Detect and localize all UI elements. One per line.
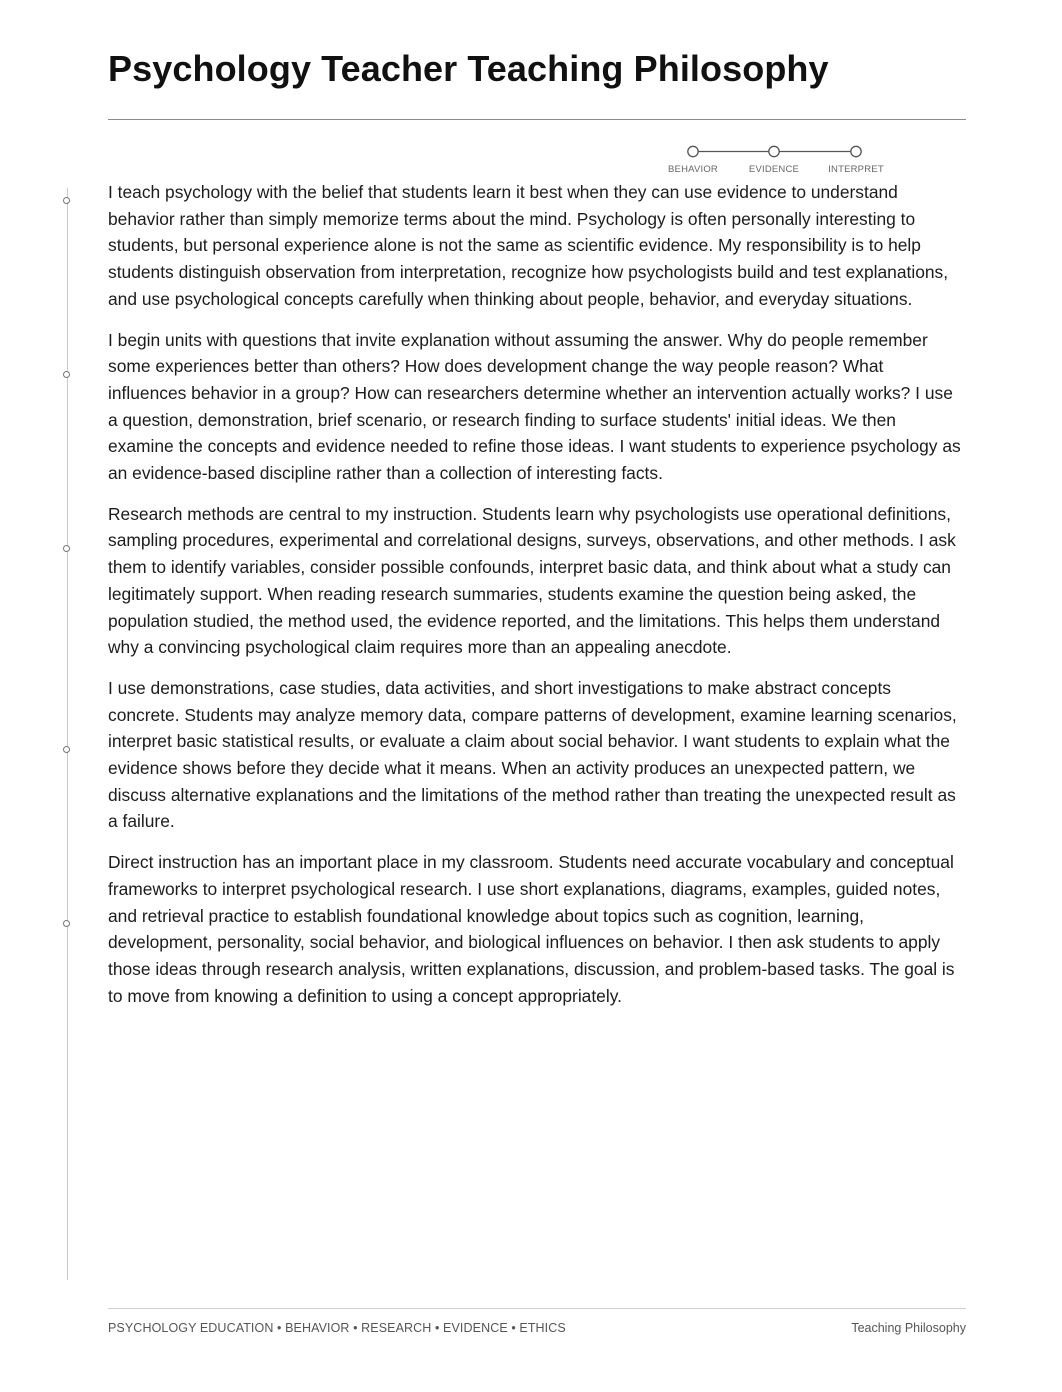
paragraph: Direct instruction has an important place in my classroom. Students need accurate vocabulary and conceptual frameworks to interpret psychological research. I use short explanations, diagrams, examples, guided notes, and retrieval practice to establish foundational knowledge about topics such as cognition, learning, development, personality, social behavior, and biological influences on behavior. I then ask students to apply those ideas through research analysis, written explanations, discussion, and problem-based tasks. The goal is to move from knowing a definition to using a concept appropriately. <box>108 852 955 1006</box>
timeline-marker <box>63 920 70 927</box>
step-evidence-node <box>769 146 779 156</box>
footer-divider <box>108 1308 966 1309</box>
page-title: Psychology Teacher Teaching Philosophy <box>108 48 829 89</box>
title-divider <box>108 119 966 120</box>
process-connector-graphic <box>666 141 890 163</box>
step-interpret-node <box>851 146 861 156</box>
paragraph: I use demonstrations, case studies, data activities, and short investigations to make abstract concepts concrete. Students may analyze memory data, compare patterns of development, examine learning scenarios, interpret basic statistical results, or evaluate a claim about social behavior. I want students to explain what the evidence shows before they decide what it means. When an activity produces an unexpected pattern, we discuss alternative explanations and the limitations of the method rather than treating the unexpected result as a failure. <box>108 677 957 832</box>
process-diagram <box>666 141 890 177</box>
timeline-marker <box>63 371 70 378</box>
step-behavior-node <box>688 146 698 156</box>
step-label-interpret: INTERPRET <box>828 164 884 175</box>
footer-document-label: Teaching Philosophy <box>851 1321 966 1335</box>
footer-topics: PSYCHOLOGY EDUCATION • BEHAVIOR • RESEARCH • EVIDENCE • ETHICS <box>108 1321 566 1335</box>
timeline-marker <box>63 545 70 552</box>
timeline-marker <box>63 197 70 204</box>
margin-timeline-line <box>67 188 68 1280</box>
paragraph: Research methods are central to my instruction. Students learn why psychologists use operational definitions, sampling procedures, experimental and correlational designs, surveys, observations, and other methods. I ask them to identify variables, consider possible confounds, interpret basic data, and think about what a study can legitimately support. When reading research summaries, students examine the question being asked, the population studied, the method used, the evidence reported, and the limitations. This helps them understand why a convincing psychological claim requires more than an appealing anecdote. <box>108 503 956 658</box>
step-label-evidence: EVIDENCE <box>748 164 800 175</box>
timeline-marker <box>63 746 70 753</box>
paragraph: I teach psychology with the belief that students learn it best when they can use evidence to understand behavior rather than simply memorize terms about the mind. Psychology is often personally interesting to students, but personal experience alone is not the same as scientific evidence. My responsibility is to help students distinguish observation from interpretation, recognize how psychologists build and test explanations, and use psychological concepts carefully when thinking about people, behavior, and everyday situations. <box>108 182 949 309</box>
paragraph: I begin units with questions that invite explanation without assuming the answer. Why do people remember some experiences better than others? How does development change the way people reason? What influences behavior in a group? How can researchers determine whether an intervention actually works? I use a question, demonstration, brief scenario, or research finding to surface students' initial ideas. We then examine the concepts and evidence needed to refine those ideas. I want students to experience psychology as an evidence-based discipline rather than a collection of interesting facts. <box>108 329 961 484</box>
step-label-behavior: BEHAVIOR <box>668 164 718 175</box>
philosophy-body <box>108 179 966 1023</box>
